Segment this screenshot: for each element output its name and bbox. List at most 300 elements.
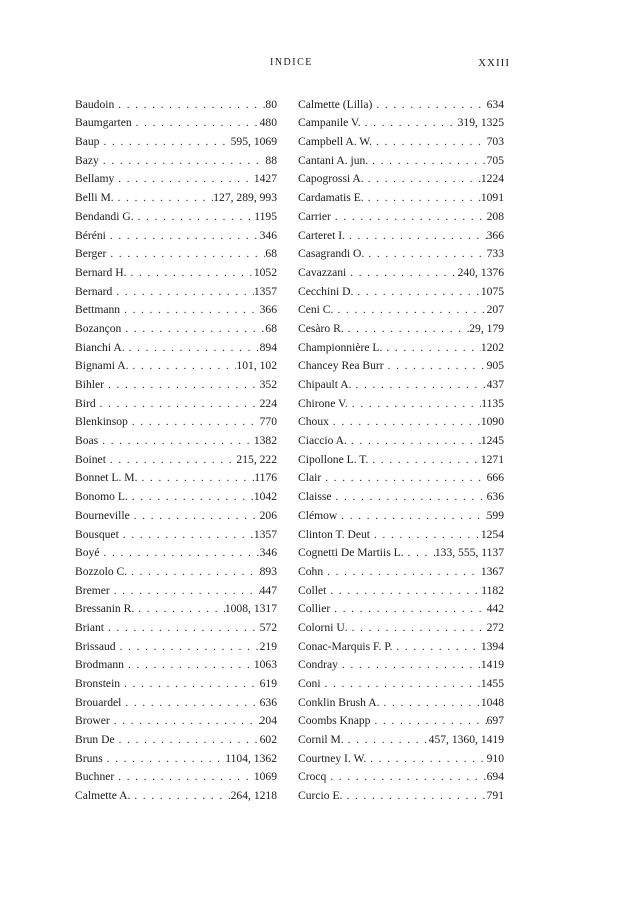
index-entry (75, 672, 277, 691)
index-entry (298, 598, 504, 617)
dot-leader (368, 154, 486, 168)
dot-leader (121, 696, 259, 710)
entry-pages: 366 (486, 228, 504, 242)
dot-leader (120, 303, 260, 317)
dot-leader (110, 584, 260, 598)
entry-pages: 319, 1325 (457, 116, 504, 130)
entry-name: Calmette A. (75, 789, 131, 803)
entry-pages: 1254 (480, 527, 504, 541)
entry-pages: 1394 (480, 639, 504, 653)
index-entry (298, 523, 504, 542)
entry-name: Chipault A. (298, 378, 352, 391)
entry-pages: 1382 (253, 434, 277, 448)
dot-leader (132, 116, 260, 130)
dot-leader (326, 584, 481, 598)
entry-pages: 595, 1069 (230, 135, 277, 149)
entry-name: Bonomo L. (75, 490, 128, 504)
entry-pages: 619 (259, 677, 277, 690)
entry-pages: 206 (259, 508, 277, 522)
entry-pages: 703 (486, 135, 504, 149)
index-entry (75, 336, 277, 355)
entry-pages: 80 (265, 97, 277, 111)
dot-leader (114, 172, 254, 186)
entry-name: Brun De (75, 733, 115, 747)
index-entry (298, 691, 504, 710)
dot-leader (364, 247, 486, 261)
entry-name: Bellamy (75, 172, 115, 186)
dot-leader (326, 770, 486, 784)
dot-leader (368, 453, 480, 467)
index-entry (75, 747, 277, 766)
dot-leader (380, 696, 481, 710)
entry-name: Cecchini D. (298, 284, 354, 298)
index-entry (75, 467, 277, 486)
dot-leader (114, 191, 214, 205)
entry-name: Bettmann (75, 303, 121, 317)
index-entry (75, 355, 277, 374)
dot-leader (106, 229, 260, 243)
entry-name: Courtney I. W. (298, 751, 367, 765)
entry-pages: 224 (259, 396, 277, 410)
entry-pages: 127, 289, 993 (213, 191, 277, 205)
entry-pages: 894 (259, 340, 277, 354)
entry-pages: 791 (486, 789, 504, 803)
index-column-right (298, 93, 504, 803)
index-entry (298, 186, 504, 205)
entry-name: Cohn (298, 564, 324, 578)
entry-pages: 208 (486, 209, 504, 223)
dot-leader (127, 266, 254, 280)
dot-leader (344, 733, 429, 747)
entry-name: Bianchi A. (75, 340, 125, 354)
entry-pages: 1202 (480, 340, 504, 354)
entry-pages: 1357 (253, 284, 277, 298)
dot-leader (337, 509, 486, 523)
entry-pages: 1367 (480, 564, 504, 578)
dot-leader (348, 621, 487, 635)
index-entry (298, 766, 504, 785)
entry-name: Carrier (298, 209, 331, 223)
dot-leader (342, 789, 486, 803)
dot-leader (372, 135, 487, 149)
entry-name: Calmette (Lilla) (298, 97, 373, 111)
dot-leader (127, 565, 259, 579)
dot-leader (114, 770, 254, 784)
index-entry (75, 168, 277, 187)
entry-name: Clair (298, 471, 322, 485)
index-entry (75, 485, 277, 504)
entry-name: Cantani A. jun. (298, 153, 369, 167)
entry-name: Colorni U. (298, 620, 348, 634)
index-entry (75, 186, 277, 205)
index-entry (298, 616, 504, 635)
dot-leader (382, 341, 480, 355)
index-entry (75, 130, 277, 149)
dot-leader (121, 322, 265, 336)
index-entry (298, 429, 504, 448)
entry-pages: 1075 (480, 284, 504, 298)
entry-pages: 666 (486, 471, 504, 485)
entry-name: Curcio E. (298, 789, 343, 803)
entry-pages: 207 (486, 303, 504, 317)
dot-leader (361, 116, 458, 130)
index-entry (298, 261, 504, 280)
entry-name: Bazy (75, 153, 99, 167)
index-entry (298, 542, 504, 561)
dot-leader (364, 172, 481, 186)
entry-pages: 29, 179 (469, 321, 504, 335)
index-entry (75, 243, 277, 262)
index-entry (298, 654, 504, 673)
index-entry (75, 93, 277, 112)
index-entry (298, 93, 504, 112)
page-number: XXIII (478, 57, 510, 69)
index-entry (75, 205, 277, 224)
entry-name: Bird (75, 396, 96, 410)
index-entry (75, 280, 277, 299)
entry-pages: 133, 555, 1137 (434, 546, 504, 560)
entry-name: Campbell A. W. (298, 135, 373, 149)
index-entry (75, 448, 277, 467)
dot-leader (338, 658, 481, 672)
entry-name: Brodmann (75, 658, 124, 672)
entry-pages: 240, 1376 (457, 265, 504, 279)
entry-name: Briant (75, 620, 104, 634)
entry-pages: 697 (486, 714, 504, 728)
dot-leader (99, 154, 266, 168)
index-entry (75, 317, 277, 336)
dot-leader (348, 397, 481, 411)
dot-leader (321, 471, 486, 485)
entry-name: Carteret I. (298, 228, 345, 242)
entry-name: Conklin Brush A. (298, 695, 380, 709)
entry-pages: 1195 (254, 209, 277, 223)
index-column-left (75, 93, 277, 803)
index-entry (75, 598, 277, 617)
entry-name: Buchner (75, 770, 115, 784)
entry-name: Bousquet (75, 527, 119, 541)
index-entry (298, 747, 504, 766)
entry-name: Berger (75, 247, 107, 261)
entry-pages: 1176 (254, 471, 277, 485)
dot-leader (130, 509, 260, 523)
index-entry (298, 168, 504, 187)
entry-pages: 352 (259, 378, 277, 391)
index-entry (298, 299, 504, 318)
entry-name: Bourneville (75, 508, 130, 522)
entry-pages: 1048 (480, 695, 504, 709)
entry-pages: 1069 (253, 770, 277, 784)
dot-leader (384, 359, 487, 373)
index-entry (298, 336, 504, 355)
dot-leader (128, 415, 260, 429)
entry-name: Coni (298, 677, 321, 690)
entry-pages: 1090 (480, 415, 504, 429)
index-entry (298, 392, 504, 411)
entry-name: Cognetti De Martiis L. (298, 546, 404, 560)
dot-leader (392, 640, 480, 654)
entry-name: Casagrandi O. (298, 247, 365, 261)
index-entry (298, 467, 504, 486)
dot-leader (321, 677, 481, 691)
entry-name: Boinet (75, 452, 106, 466)
index-entry (298, 635, 504, 654)
index-entry (298, 205, 504, 224)
entry-pages: 442 (486, 602, 504, 616)
dot-leader (344, 322, 469, 336)
entry-pages: 264, 1218 (230, 789, 277, 803)
entry-pages: 88 (265, 153, 277, 167)
entry-pages: 1063 (253, 658, 277, 672)
entry-name: Bignami A. (75, 359, 129, 373)
index-entry (75, 149, 277, 168)
entry-name: Boyé (75, 546, 100, 560)
dot-leader (112, 285, 253, 299)
entry-pages: 1104, 1362 (225, 751, 277, 765)
entry-pages: 437 (486, 378, 504, 391)
index-entry (75, 635, 277, 654)
entry-name: Bruns (75, 751, 103, 765)
dot-leader (372, 98, 486, 112)
entry-name: Bernard (75, 284, 113, 298)
entry-pages: 1052 (253, 265, 277, 279)
entry-pages: 204 (259, 714, 277, 728)
dot-leader (106, 247, 265, 261)
page-header (0, 57, 618, 73)
dot-leader (134, 210, 255, 224)
dot-leader (137, 471, 254, 485)
entry-name: Choux (298, 415, 329, 429)
index-entry (298, 579, 504, 598)
entry-pages: 599 (486, 508, 504, 522)
index-entry (75, 224, 277, 243)
dot-leader (353, 285, 480, 299)
index-entry (298, 448, 504, 467)
entry-name: Ceni C. (298, 303, 334, 317)
entry-name: Condray (298, 658, 338, 672)
entry-name: Bihler (75, 378, 104, 391)
index-entry (298, 710, 504, 729)
entry-pages: 636 (259, 695, 277, 709)
entry-pages: 1182 (481, 583, 504, 597)
index-entry (75, 560, 277, 579)
entry-pages: 68 (265, 321, 277, 335)
entry-pages: 215, 222 (236, 452, 277, 466)
entry-pages: 457, 1360, 1419 (428, 733, 504, 747)
entry-name: Brower (75, 714, 110, 728)
index-entry (298, 728, 504, 747)
entry-name: Campanile V. (298, 116, 361, 130)
entry-pages: 1427 (253, 172, 277, 186)
entry-name: Cipollone L. T. (298, 452, 369, 466)
page-title: INDICE (270, 57, 313, 68)
dot-leader (104, 378, 260, 392)
entry-pages: 1008, 1317 (224, 602, 277, 616)
index-entry (298, 485, 504, 504)
dot-leader (370, 714, 486, 728)
dot-leader (366, 752, 486, 766)
dot-leader (130, 789, 230, 803)
entry-pages: 694 (486, 770, 504, 784)
entry-name: Bremer (75, 583, 110, 597)
index-entry (298, 373, 504, 392)
entry-name: Crocq (298, 770, 327, 784)
entry-name: Cornil M. (298, 733, 344, 747)
entry-pages: 1271 (480, 452, 504, 466)
dot-leader (98, 434, 254, 448)
dot-leader (329, 415, 481, 429)
dot-leader (404, 546, 435, 560)
index-entry (298, 784, 504, 803)
entry-pages: 1091 (480, 191, 504, 205)
entry-pages: 893 (259, 564, 277, 578)
entry-name: Cesàro R. (298, 321, 344, 335)
entry-name: Cardamatis E. (298, 191, 364, 205)
index-entry (75, 710, 277, 729)
dot-leader (134, 602, 225, 616)
entry-name: Bozzolo C. (75, 564, 128, 578)
dot-leader (116, 640, 260, 654)
dot-leader (114, 98, 265, 112)
dot-leader (128, 490, 254, 504)
entry-pages: 572 (259, 620, 277, 634)
entry-pages: 1224 (480, 172, 504, 186)
entry-name: Brissaud (75, 639, 116, 653)
entry-name: Claisse (298, 490, 332, 504)
entry-name: Cavazzani (298, 265, 347, 279)
index-entry (298, 317, 504, 336)
index-entry (298, 112, 504, 131)
entry-pages: 1245 (480, 434, 504, 448)
entry-pages: 636 (486, 490, 504, 504)
entry-name: Bernard H. (75, 265, 127, 279)
dot-leader (370, 528, 481, 542)
index-entry (298, 243, 504, 262)
entry-pages: 1135 (481, 396, 504, 410)
index-entry (75, 766, 277, 785)
entry-pages: 1357 (253, 527, 277, 541)
entry-pages: 910 (486, 751, 504, 765)
index-entry (298, 149, 504, 168)
dot-leader (332, 490, 487, 504)
entry-name: Ciaccio A. (298, 434, 347, 448)
index-entry (298, 224, 504, 243)
entry-pages: 219 (259, 639, 277, 653)
entry-name: Capogrossi A. (298, 172, 364, 186)
entry-name: Béréni (75, 228, 106, 242)
entry-pages: 905 (486, 359, 504, 373)
entry-pages: 705 (486, 153, 504, 167)
entry-pages: 68 (265, 247, 277, 261)
entry-name: Conac-Marquis F. P. (298, 639, 393, 653)
index-entry (75, 616, 277, 635)
entry-pages: 480 (259, 116, 277, 130)
dot-leader (364, 191, 481, 205)
entry-name: Coombs Knapp (298, 714, 371, 728)
entry-pages: 1419 (480, 658, 504, 672)
entry-name: Bendandi G. (75, 209, 134, 223)
entry-name: Championnière L. (298, 340, 383, 354)
entry-name: Bozançon (75, 321, 122, 335)
index-entry (298, 355, 504, 374)
dot-leader (345, 229, 487, 243)
entry-pages: 1042 (253, 490, 277, 504)
index-entry (75, 373, 277, 392)
index-entry (75, 411, 277, 430)
dot-leader (124, 658, 254, 672)
dot-leader (333, 303, 486, 317)
index-entry (298, 130, 504, 149)
entry-pages: 366 (259, 303, 277, 317)
entry-pages: 602 (259, 733, 277, 747)
index-entry (298, 411, 504, 430)
dot-leader (96, 397, 260, 411)
entry-pages: 733 (486, 247, 504, 261)
entry-name: Clémow (298, 508, 338, 522)
index-entry (75, 504, 277, 523)
dot-leader (106, 453, 237, 467)
dot-leader (99, 135, 230, 149)
dot-leader (119, 528, 254, 542)
index-entry (75, 579, 277, 598)
index-entry (75, 784, 277, 803)
dot-leader (103, 752, 226, 766)
entry-pages: 272 (486, 620, 504, 634)
dot-leader (110, 714, 260, 728)
entry-name: Chirone V. (298, 396, 348, 410)
entry-pages: 346 (259, 546, 277, 560)
entry-name: Belli M. (75, 191, 114, 205)
index-entry (75, 654, 277, 673)
index-entry (75, 728, 277, 747)
entry-pages: 101, 102 (236, 359, 277, 373)
entry-name: Bressanin R. (75, 602, 135, 616)
dot-leader (347, 434, 481, 448)
dot-leader (323, 565, 481, 579)
index-entry (298, 560, 504, 579)
index-entry (298, 504, 504, 523)
dot-leader (346, 266, 457, 280)
index-entry (75, 429, 277, 448)
entry-name: Bonnet L. M. (75, 471, 138, 485)
dot-leader (330, 602, 486, 616)
index-entry (298, 280, 504, 299)
entry-name: Bronstein (75, 677, 121, 690)
entry-pages: 770 (259, 415, 277, 429)
index-entry (75, 261, 277, 280)
entry-name: Blenkinsop (75, 415, 128, 429)
index-entry (75, 112, 277, 131)
dot-leader (104, 621, 260, 635)
entry-name: Baumgarten (75, 116, 132, 130)
entry-name: Brouardel (75, 695, 122, 709)
entry-pages: 634 (486, 97, 504, 111)
dot-leader (120, 677, 260, 691)
dot-leader (125, 341, 260, 355)
entry-pages: 346 (259, 228, 277, 242)
index-entry (75, 299, 277, 318)
entry-name: Boas (75, 434, 99, 448)
index-entry (75, 691, 277, 710)
dot-leader (331, 210, 487, 224)
entry-pages: 447 (259, 583, 277, 597)
entry-name: Clinton T. Deut (298, 527, 371, 541)
dot-leader (99, 546, 259, 560)
entry-name: Chancey Rea Burr (298, 359, 384, 373)
index-entry (75, 523, 277, 542)
entry-name: Baup (75, 135, 100, 149)
entry-name: Collier (298, 602, 331, 616)
